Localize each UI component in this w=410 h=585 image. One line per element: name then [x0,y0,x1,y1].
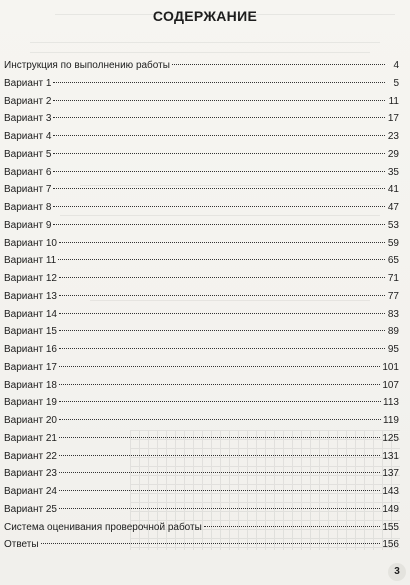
dotted-leader [204,526,381,527]
dotted-leader [59,419,381,420]
toc-entry [4,128,399,146]
dotted-leader [59,401,381,402]
toc-entry [4,519,399,537]
toc-entry-label: Вариант 5 [4,148,52,160]
toc-entry [4,146,399,164]
toc-entry [4,536,399,554]
dotted-leader [53,82,385,83]
toc-entry [4,181,399,199]
toc-entry-page: 89 [387,326,399,338]
toc-entry-page: 23 [387,131,399,142]
dotted-leader [59,242,385,243]
toc-entry-label: Вариант 2 [4,95,52,107]
toc-entry-page: 35 [387,166,399,178]
dotted-leader [53,188,385,189]
toc-entry [4,199,399,217]
toc-entry-label: Вариант 14 [4,308,57,320]
toc-entry-label: Вариант 20 [4,415,57,426]
toc-entry-page: 29 [387,148,399,160]
toc-entry [4,57,399,75]
toc-entry-page: 65 [387,255,399,267]
toc-entry [4,252,399,270]
toc-entry [4,394,399,412]
toc-entry-label: Вариант 21 [4,432,57,444]
toc-entry [4,448,399,466]
toc-entry-label: Вариант 19 [4,397,57,409]
toc-entry-label: Вариант 17 [4,361,57,373]
toc-entry-label: Вариант 1 [4,77,52,89]
toc-entry-label: Система оценивания проверочной работы [4,521,202,533]
toc-entry-page: 113 [383,397,399,409]
toc-entry [4,164,399,182]
toc-entry-label: Вариант 12 [4,273,57,284]
toc-entry [4,377,399,395]
toc-entry-label: Вариант 23 [4,468,57,480]
toc-entry-page: 47 [387,202,399,213]
toc-entry [4,430,399,448]
toc-entry-label: Вариант 22 [4,450,57,462]
toc-entry-label: Вариант 16 [4,344,57,355]
toc-entry-page: 11 [388,95,399,107]
dotted-leader [53,100,385,101]
toc-entry-page: 71 [387,273,399,284]
dotted-leader [59,330,385,331]
dotted-leader [59,366,380,367]
toc-entry [4,323,399,341]
dotted-leader [41,543,381,544]
dotted-leader [59,277,385,278]
dotted-leader [53,171,385,172]
toc-entry-label: Вариант 18 [4,379,57,391]
dotted-leader [59,490,380,491]
toc-entry-label: Вариант 13 [4,290,57,302]
page-number: 3 [388,563,406,581]
dotted-leader [59,348,385,349]
toc-entry [4,288,399,306]
toc-entry-page: 107 [382,379,399,391]
toc-entry-page: 17 [387,113,399,125]
toc-entry [4,93,399,111]
toc-entry-label: Вариант 8 [4,202,52,213]
toc-entry-page: 125 [382,432,399,444]
toc-entry-page: 4 [393,60,399,71]
toc-entry-page: 131 [382,450,399,462]
toc-entry-label: Вариант 9 [4,219,52,231]
dotted-leader [59,437,380,438]
toc-entry-page: 83 [387,308,399,320]
table-of-contents [4,57,399,554]
page-title: СОДЕРЖАНИЕ [152,8,258,24]
toc-entry-page: 41 [387,184,399,196]
toc-entry [4,110,399,128]
toc-entry [4,412,399,430]
toc-entry-label: Вариант 3 [4,113,52,125]
toc-entry-page: 101 [382,361,399,373]
toc-entry [4,235,399,253]
dotted-leader [59,455,380,456]
dotted-leader [53,117,385,118]
toc-entry-page: 95 [387,344,399,355]
toc-entry [4,359,399,377]
toc-entry-page: 156 [382,539,399,551]
toc-entry-page: 119 [383,415,399,426]
toc-entry [4,501,399,519]
toc-entry-label: Вариант 11 [4,255,57,267]
dotted-leader [59,472,380,473]
toc-entry-label: Инструкция по выполнению работы [4,60,170,71]
toc-entry-label: Вариант 10 [4,237,57,249]
dotted-leader [172,64,385,65]
toc-entry [4,465,399,483]
toc-entry [4,217,399,235]
dotted-leader [53,224,385,225]
toc-entry-page: 53 [387,219,399,231]
toc-entry [4,341,399,359]
dotted-leader [58,259,385,260]
toc-entry [4,270,399,288]
toc-entry-page: 143 [382,486,399,497]
toc-entry-page: 149 [382,503,399,515]
toc-entry-page: 5 [393,77,399,89]
dotted-leader [59,384,380,385]
toc-entry-page: 137 [382,468,399,480]
toc-entry-label: Вариант 7 [4,184,52,196]
toc-entry [4,483,399,501]
toc-entry-label: Вариант 6 [4,166,52,178]
toc-entry [4,75,399,93]
dotted-leader [59,508,380,509]
toc-entry-page: 155 [382,521,399,533]
toc-entry-label: Ответы [4,539,39,551]
toc-entry-page: 59 [387,237,399,249]
dotted-leader [59,295,385,296]
toc-entry-label: Вариант 24 [4,486,57,497]
toc-entry-label: Вариант 25 [4,503,57,515]
toc-entry-label: Вариант 15 [4,326,57,338]
dotted-leader [53,206,385,207]
dotted-leader [59,313,385,314]
toc-entry-label: Вариант 4 [4,131,52,142]
dotted-leader [53,135,385,136]
dotted-leader [53,153,385,154]
toc-entry-page: 77 [387,290,399,302]
toc-entry [4,306,399,324]
